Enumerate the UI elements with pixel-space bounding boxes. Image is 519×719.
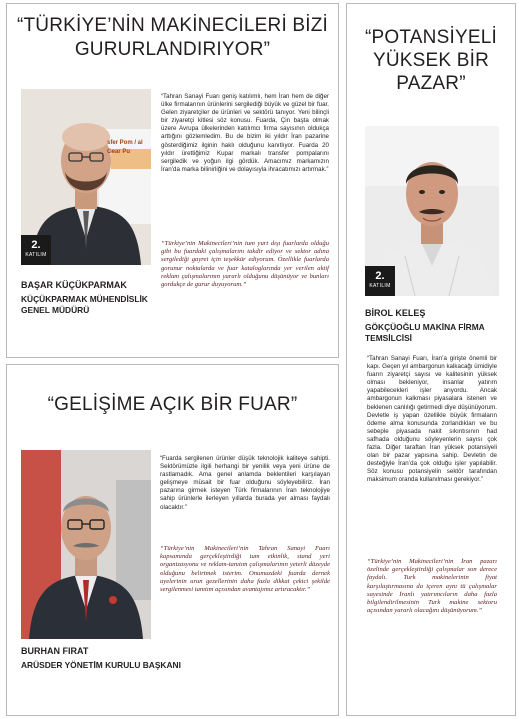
person-role: KÜÇÜKPARMAK MÜHENDİSLİK GENEL MÜDÜRÜ [21, 294, 148, 315]
interview-body: “Fuarda sergilenen ürünler düşük teknolojik kaliteye sahipti. Sektörümüzle ilgili herhangi bir yenilik veya yeni ürüne de rastlamadık. Ama genel anlamda beklentileri karşılayan gelişmeye müsait bir fuar olduğunu söyleyebiliriz. İran pazarına girmek isteyen Türk firmalarının İran teknolojiye sahip ürünlerle ilerleyen yıllarda burada yer alması faydalı olacaktır.” [160, 455, 330, 511]
participation-badge [21, 235, 51, 265]
badge-number: 2. [31, 239, 41, 251]
interview-quote: “Türkiye’nin Makinecileri’nin İran pazarı özelinde gerçekleştirdiği çalışmalar son derece faydalı. Turk makinelerinin fiyat karşılaştırmasına da içeren aynı tü çalışmalar sayesinde İranlı yatırımcıların daha fazla bilgilendirilmesinin Turk makine sektoru açısından yararlı olacağını düşünüyorum.” [367, 558, 497, 615]
article-title: “GELİŞİME AÇIK BİR FUAR” [47, 394, 298, 415]
article-panel-keles [346, 3, 516, 716]
article-panel-kucukparmak [6, 3, 339, 358]
article-title: “TÜRKİYE’NİN MAKİNECİLERİ BİZİ GURURLANDIRIYOR” [16, 15, 329, 60]
portrait-photo-keles [365, 126, 499, 296]
article-title: “POTANSİYELİ YÜKSEK BİR PAZAR” [365, 27, 497, 94]
interview-quote: “Türkiye’nin Makinecileri’nin Tahran Sanayi Fuarı kapsamında gerçekleştirdiği tum etkinlik, stand yeri organizasyonu ve reklam-tanıtım çalışmalarının yeterli düzeyde olduğunu belirtmek isterim. Onumuzdeki fuarda dernek uyelerinin urun gezellerinin daha fazla dikkat çekici şekilde sergilenmesi tanıtım açısından avantajımız artıracaktır.” [160, 545, 330, 594]
person-role: ARÜSDER YÖNETİM KURULU BAŞKANI [21, 660, 181, 670]
badge-label: KATILIM [369, 283, 391, 289]
portrait-illustration [21, 450, 151, 639]
portrait-photo-kucukparmak [21, 89, 151, 265]
portrait-photo-firat [21, 450, 151, 639]
participation-badge [365, 266, 395, 296]
person-role: GÖKÇÜOĞLU MAKİNA FİRMA TEMSİLCİSİ [365, 322, 485, 343]
interview-quote: “Türkiye’nin Makinecileri’nin tum yurt dışı fuarlarda olduğu gibi bu fuardaki çalışmalarını takdir ediyor ve sektor adına sergilediği gayret için teşekkür ediyorum. Özellikle fuarlarda gorunur noktalarda ve fuar kataloglarında yer verilen aktif reklam çalışmalarının yararlı olduğunu düşünüyor ve bunları gordukçe de gurur duyuyorum.” [161, 240, 329, 289]
interview-body: “Tahran Sanayi Fuarı, İran’a girişte önemli bir kapı. Geçen yıl ambargonun kalkacağı ümidiyle fuarın ziyaretçi sayısı ve kalitesinin yüksek olması bekleniyor, insanlar yatırım yapabilecekleri işler arıyordu. Ancak ambargonun kalkması piyasalara istenen ve beklenen canlılığı getirmedi diye düşünüyorum. Devletle iş yapan özellikle büyük firmaların ödeme alma konusunda zorlandıkları ve bu sebeple piyasada nakit sıkıntısının had safhada olduğunu söyleyenlerin sayısı çok fazla. Diğer taraftan İran yüksek potansiyeli olan bir pazar yapısına sahip. Devletin de desteğiyle İran’da çok olduğu işler yapılabilir. Söz konusu potansiyelin sektör tarafından maksimum oranda kullanılması gerekiyor.” [367, 355, 498, 484]
person-name: BAŞAR KÜÇÜKPARMAK [21, 280, 127, 290]
person-name: BİROL KELEŞ [365, 308, 426, 318]
photo-background-text: sfer Pom / al Gear Pu [107, 140, 143, 155]
badge-number: 2. [375, 270, 385, 282]
interview-body: “Tahran Sanayi Fuarı geniş katılımlı, hem İran hem de diğer ülke firmalarının ürünlerini sergilediği büyük ve güzel bir fuar. Gelen ziyaretçiler de ürünleri ve sektörü tanıyor. Yeni bilinçli bir ziyaretçi kitlesi söz konusu. Fuarda, Çin başta olmak üzere Avrupa ülkelerinden katılımcı firma sayısının oldukça arttığını gözlemledim. Bu de bizim iki yıldır İran pazarine gösterdiğimiz ilginin haklı olduğunu kanıtlıyor. Fuarda 20 yıldır ürettiğimiz Kupar markalı transfer pompalarını sergiledik ve yoğun ilgi gördük. Amacımız markamızın İran’da marka bilinirliğini ve dolayısıyla ihracatımızı artırmak.” [161, 93, 329, 173]
article-panel-firat [6, 364, 339, 716]
badge-label: KATILIM [25, 252, 47, 258]
person-name: BURHAN FIRAT [21, 646, 89, 656]
